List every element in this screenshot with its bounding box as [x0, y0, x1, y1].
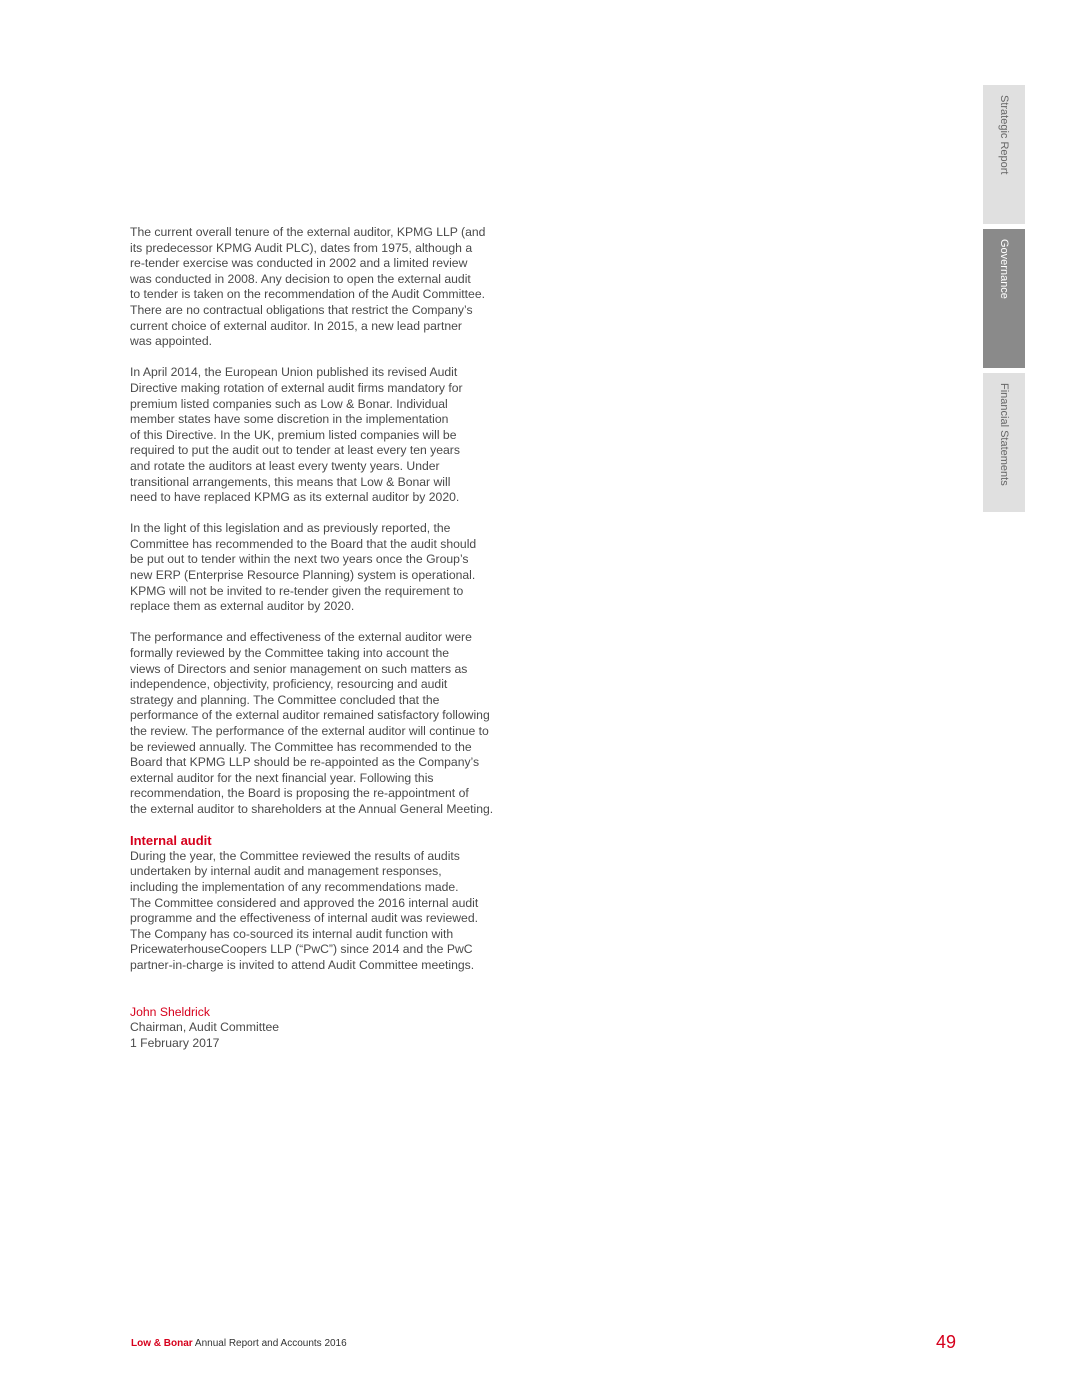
text-line: the review. The performance of the external auditor will continue to	[130, 724, 489, 738]
text-line: performance of the external auditor remained satisfactory following	[130, 708, 490, 723]
text-line: The performance and effectiveness of the external auditor were	[130, 630, 472, 645]
text-line: replace them as external auditor by 2020.	[130, 599, 355, 614]
footer-brand: Low & Bonar	[131, 1338, 193, 1349]
text-line: need to have replaced KPMG as its external auditor by 2020.	[130, 490, 460, 505]
text-line: formally reviewed by the Committee taking into account the	[130, 646, 450, 661]
signature-date: 1 February 2017	[130, 1035, 220, 1050]
footer-publication: Annual Report and Accounts 2016	[194, 1338, 347, 1349]
text-line: During the year, the Committee reviewed the results of audits	[130, 848, 460, 863]
text-line: transitional arrangements, this means that Low & Bonar will	[130, 474, 451, 489]
signatory-title: Chairman, Audit Committee	[130, 1020, 280, 1035]
text-line: The Company has co-sourced its internal audit function with	[130, 926, 454, 941]
text-line: Directive making rotation of external audit firms mandatory for	[130, 380, 463, 395]
signatory-name: John Sheldrick	[130, 1004, 210, 1019]
text-line: Committee has recommended to the Board that the audit should	[130, 536, 477, 551]
page-number: 49	[936, 1332, 957, 1352]
text-line: re-tender exercise was conducted in 2002 and a limited review	[130, 256, 468, 271]
paragraph-internal-audit	[130, 849, 525, 974]
paragraph-auditor-performance	[130, 630, 525, 817]
signature-block	[130, 1005, 525, 1052]
text-line: be reviewed annually. The Committee has recommended to the	[130, 739, 472, 754]
text-line: There are no contractual obligations that restrict the Company’s	[130, 302, 473, 317]
text-line: independence, objectivity, proficiency, resourcing and audit	[130, 677, 448, 692]
text-line: views of Directors and senior management on such matters as	[130, 661, 468, 676]
text-line: be put out to tender within the next two years once the Group’s	[130, 552, 469, 567]
text-line: In April 2014, the European Union published its revised Audit	[130, 365, 458, 380]
text-line: Board that KPMG LLP should be re-appointed as the Company’s	[130, 755, 480, 770]
side-tab-label: Governance	[998, 239, 1010, 299]
text-line: of this Directive. In the UK, premium listed companies will be	[130, 427, 457, 442]
text-line: The Committee considered and approved the 2016 internal audit	[130, 895, 479, 910]
text-line: The current overall tenure of the external auditor, KPMG LLP (and	[130, 225, 486, 239]
main-text-column	[130, 225, 525, 1051]
text-line: its predecessor KPMG Audit PLC), dates from 1975, although a	[130, 240, 473, 255]
text-line: required to put the audit out to tender at least every ten years	[130, 443, 460, 458]
text-line: In the light of this legislation and as previously reported, the	[130, 521, 451, 536]
text-line: recommendation, the Board is proposing the re-appointment of	[130, 786, 469, 801]
paragraph-tender-recommendation	[130, 521, 525, 615]
text-line: strategy and planning. The Committee concluded that the	[130, 692, 440, 707]
text-line: PricewaterhouseCoopers LLP (“PwC”) since 2014 and the PwC	[130, 942, 473, 957]
text-line: external auditor for the next financial year. Following this	[130, 770, 434, 785]
text-line: programme and the effectiveness of internal audit was reviewed.	[130, 911, 478, 926]
side-tab-governance[interactable]	[983, 229, 1025, 368]
text-line: premium listed companies such as Low & Bonar. Individual	[130, 396, 448, 411]
footer	[131, 1338, 347, 1349]
text-line: member states have some discretion in the implementation	[130, 412, 449, 427]
text-line: current choice of external auditor. In 2015, a new lead partner	[130, 318, 462, 333]
text-line: the external auditor to shareholders at the Annual General Meeting.	[130, 801, 494, 816]
text-line: partner-in-charge is invited to attend Audit Committee meetings.	[130, 957, 475, 972]
side-tab-label: Financial Statements	[998, 383, 1010, 486]
section-heading-internal-audit: Internal audit	[130, 833, 212, 849]
text-line: to tender is taken on the recommendation of the Audit Committee.	[130, 287, 485, 302]
text-line: was appointed.	[130, 334, 212, 349]
text-line: KPMG will not be invited to re-tender given the requirement to	[130, 583, 464, 598]
paragraph-auditor-tenure	[130, 225, 525, 350]
paragraph-eu-directive	[130, 365, 525, 505]
text-line: new ERP (Enterprise Resource Planning) system is operational.	[130, 568, 476, 583]
text-line: was conducted in 2008. Any decision to open the external audit	[130, 271, 471, 286]
text-line: including the implementation of any recommendations made.	[130, 879, 459, 894]
text-line: undertaken by internal audit and management responses,	[130, 864, 442, 879]
side-tab-strategic-report[interactable]	[983, 85, 1025, 224]
side-tab-label: Strategic Report	[998, 95, 1010, 175]
side-tab-financial-statements[interactable]	[983, 373, 1025, 512]
text-line: and rotate the auditors at least every twenty years. Under	[130, 458, 440, 473]
